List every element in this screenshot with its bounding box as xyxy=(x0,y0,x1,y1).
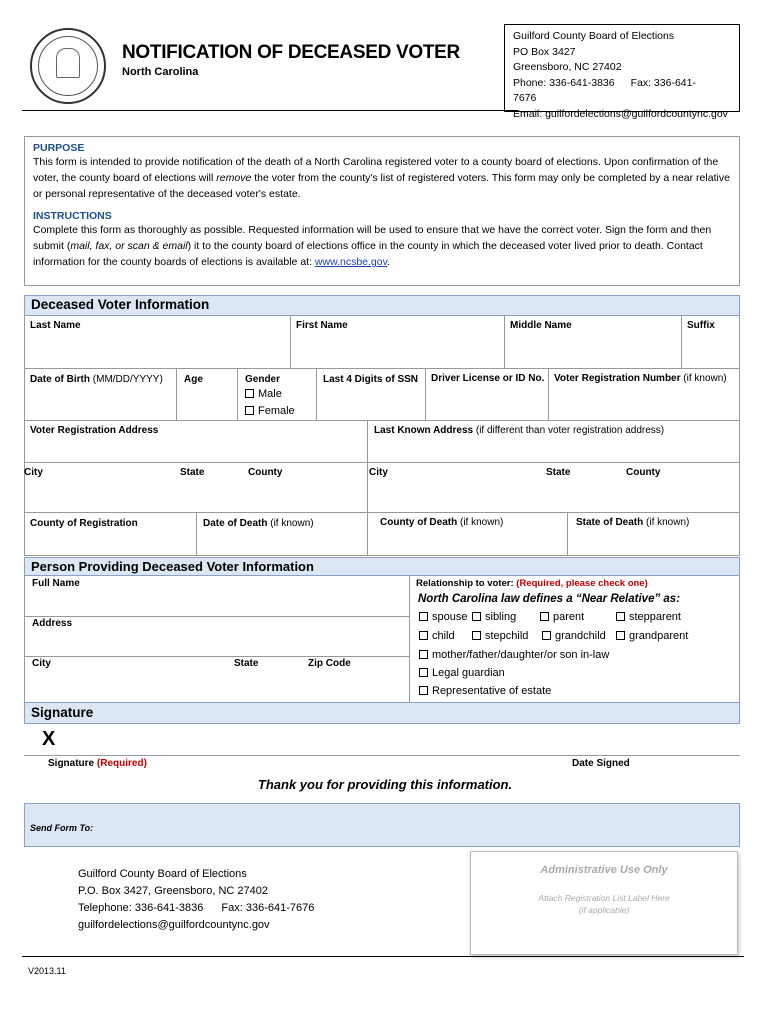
contact-org: Guilford County Board of Elections xyxy=(513,30,675,42)
suffix-field[interactable] xyxy=(682,334,739,368)
stepparent-checkbox[interactable] xyxy=(616,612,625,621)
gender-male-option[interactable]: Male xyxy=(245,385,282,403)
rel-spouse-option[interactable]: spouse xyxy=(419,608,467,626)
last-state-label: State xyxy=(546,467,571,478)
last-county-label: County xyxy=(626,467,661,478)
state-seal-icon xyxy=(30,28,106,104)
reg-address-field[interactable] xyxy=(24,438,366,462)
header-divider xyxy=(22,110,518,111)
age-field[interactable] xyxy=(177,388,236,420)
contact-email: Email: guilfordelections@guilfordcountync.gov xyxy=(513,107,728,120)
last-city-label: City xyxy=(369,467,388,478)
send-form-label: Send Form To: xyxy=(30,823,94,833)
rel-inlaw-option[interactable]: mother/father/daughter/or son in-law xyxy=(419,646,609,664)
deceased-voter-heading: Deceased Voter Information xyxy=(24,295,740,316)
middle-name-field[interactable] xyxy=(505,334,680,368)
rel-grandchild-option[interactable]: grandchild xyxy=(542,627,606,645)
county-death-label: County of Death (if known) xyxy=(380,517,504,528)
purpose-heading: PURPOSE xyxy=(33,142,85,154)
grandparent-checkbox[interactable] xyxy=(616,631,625,640)
stepchild-checkbox[interactable] xyxy=(472,631,481,640)
age-label: Age xyxy=(184,374,203,385)
date-signed-field[interactable] xyxy=(556,724,740,754)
provider-state-label: State xyxy=(234,658,259,669)
ncsbe-link[interactable]: www.ncsbe.gov xyxy=(314,256,388,268)
provider-address-label: Address xyxy=(32,618,73,629)
contact-city: Greensboro, NC 27402 xyxy=(513,61,622,73)
near-relative-note: North Carolina law defines a “Near Relative” as: xyxy=(418,593,681,605)
provider-city-label: City xyxy=(32,658,51,669)
inlaw-checkbox[interactable] xyxy=(419,650,428,659)
purpose-box xyxy=(24,136,740,286)
contact-po: PO Box 3427 xyxy=(513,45,576,58)
rel-grandparent-option[interactable]: grandparent xyxy=(616,627,688,645)
signature-x-mark: X xyxy=(42,728,56,750)
relationship-label: Relationship to voter: (Required, please check one) xyxy=(416,578,648,589)
rel-guardian-option[interactable]: Legal guardian xyxy=(419,664,505,682)
representative-checkbox[interactable] xyxy=(419,686,428,695)
grandchild-checkbox[interactable] xyxy=(542,631,551,640)
county-reg-field[interactable] xyxy=(24,532,196,556)
reg-state-label: State xyxy=(180,467,205,478)
rel-child-option[interactable]: child xyxy=(419,627,455,645)
last-name-label: Last Name xyxy=(30,320,81,331)
rel-sibling-option[interactable]: sibling xyxy=(472,608,516,626)
mail-phone-row: Telephone: 336-641-3836 Fax: 336-641-7676 xyxy=(78,902,315,914)
admin-use-box xyxy=(470,851,738,955)
send-form-band xyxy=(24,803,740,847)
page-subtitle: North Carolina xyxy=(122,66,199,78)
reg-city-label: City xyxy=(24,467,43,478)
first-name-label: First Name xyxy=(296,320,348,331)
signature-heading: Signature xyxy=(24,702,740,724)
admin-title: Administrative Use Only xyxy=(540,864,668,876)
dod-field[interactable] xyxy=(197,532,366,556)
ssn-field[interactable] xyxy=(317,388,424,420)
provider-city-state-zip-field[interactable] xyxy=(24,672,408,700)
sibling-checkbox[interactable] xyxy=(472,612,481,621)
rel-representative-option[interactable]: Representative of estate xyxy=(419,682,551,700)
mailing-address xyxy=(78,866,314,934)
date-signed-label: Date Signed xyxy=(572,758,630,769)
reg-city-state-county-field[interactable] xyxy=(24,480,366,512)
child-checkbox[interactable] xyxy=(419,631,428,640)
full-name-label: Full Name xyxy=(32,578,80,589)
gender-label: Gender xyxy=(245,374,281,385)
rel-stepchild-option[interactable]: stepchild xyxy=(472,627,528,645)
reg-address-label: Voter Registration Address xyxy=(30,425,159,436)
purpose-text: This form is intended to provide notification of the death of a North Carolina registered voter to a county board of elections. Upon confirmation of the voter, the county board of elections will remove the voter from the county's list of registered voters. This form may only be completed by a near relative or personal representative of the deceased voter's estate. xyxy=(33,156,730,200)
mail-org: Guilford County Board of Elections xyxy=(78,868,247,880)
dod-label: Date of Death (if known) xyxy=(203,518,314,529)
spouse-checkbox[interactable] xyxy=(419,612,428,621)
first-name-field[interactable] xyxy=(291,334,503,368)
parent-checkbox[interactable] xyxy=(540,612,549,621)
last-city-state-county-field[interactable] xyxy=(368,480,739,512)
full-name-field[interactable] xyxy=(24,592,408,616)
county-reg-label: County of Registration xyxy=(30,518,138,529)
middle-name-label: Middle Name xyxy=(510,320,572,331)
page-title: NOTIFICATION OF DECEASED VOTER xyxy=(122,42,460,63)
rel-stepparent-option[interactable]: stepparent xyxy=(616,608,681,626)
version-label: V2013.11 xyxy=(28,966,66,976)
contact-phone-row xyxy=(513,76,731,107)
thank-you-text: Thank you for providing this information. xyxy=(257,777,513,792)
signature-field[interactable] xyxy=(24,724,554,754)
voter-reg-number-label: Voter Registration Number (if known) xyxy=(554,373,727,384)
last-address-field[interactable] xyxy=(368,438,739,462)
last-name-field[interactable] xyxy=(24,334,290,368)
instructions-text: Complete this form as thoroughly as possible. Requested information will be used to ensure that we have the correct voter. Sign the form and then submit (mail, fax, or scan & email) it to the county board of elections office in the county in which the deceased voter lived prior to death. Contact information for the county boards of elections is available at: www.ncsbe.gov. xyxy=(33,224,712,268)
mail-po: P.O. Box 3427, Greensboro, NC 27402 xyxy=(78,885,268,897)
last-address-label: Last Known Address (if different than voter registration address) xyxy=(374,425,665,436)
gender-female-option[interactable]: Female xyxy=(245,402,295,420)
male-checkbox[interactable] xyxy=(245,389,254,398)
dob-label: Date of Birth (MM/DD/YYYY) xyxy=(30,374,163,385)
state-death-field[interactable] xyxy=(568,532,739,556)
footer-divider xyxy=(22,956,744,957)
voter-reg-number-field[interactable] xyxy=(549,388,739,420)
rel-parent-option[interactable]: parent xyxy=(540,608,584,626)
admin-note: Attach Registration List Label Here (if applicable) xyxy=(538,893,670,915)
dob-field[interactable] xyxy=(24,388,176,420)
signature-label: Signature (Required) xyxy=(48,758,147,769)
female-checkbox[interactable] xyxy=(245,406,254,415)
provider-zip-label: Zip Code xyxy=(308,658,351,669)
mail-email: guilfordelections@guilfordcountync.gov xyxy=(78,919,270,931)
suffix-label: Suffix xyxy=(687,320,715,331)
contact-fax: Fax: 336-641-7676 xyxy=(513,76,696,104)
provider-address-field[interactable] xyxy=(24,632,408,656)
reg-county-label: County xyxy=(248,467,283,478)
guardian-checkbox[interactable] xyxy=(419,668,428,677)
license-field[interactable] xyxy=(426,388,547,420)
contact-box xyxy=(504,24,740,120)
instructions-heading: INSTRUCTIONS xyxy=(33,210,112,222)
state-death-label: State of Death (if known) xyxy=(576,517,690,528)
contact-phone: Phone: 336-641-3836 xyxy=(513,76,615,89)
ssn-label: Last 4 Digits of SSN xyxy=(323,374,419,385)
license-label: Driver License or ID No. xyxy=(431,373,545,384)
provider-heading: Person Providing Deceased Voter Information xyxy=(24,557,740,576)
county-death-field[interactable] xyxy=(368,532,566,556)
